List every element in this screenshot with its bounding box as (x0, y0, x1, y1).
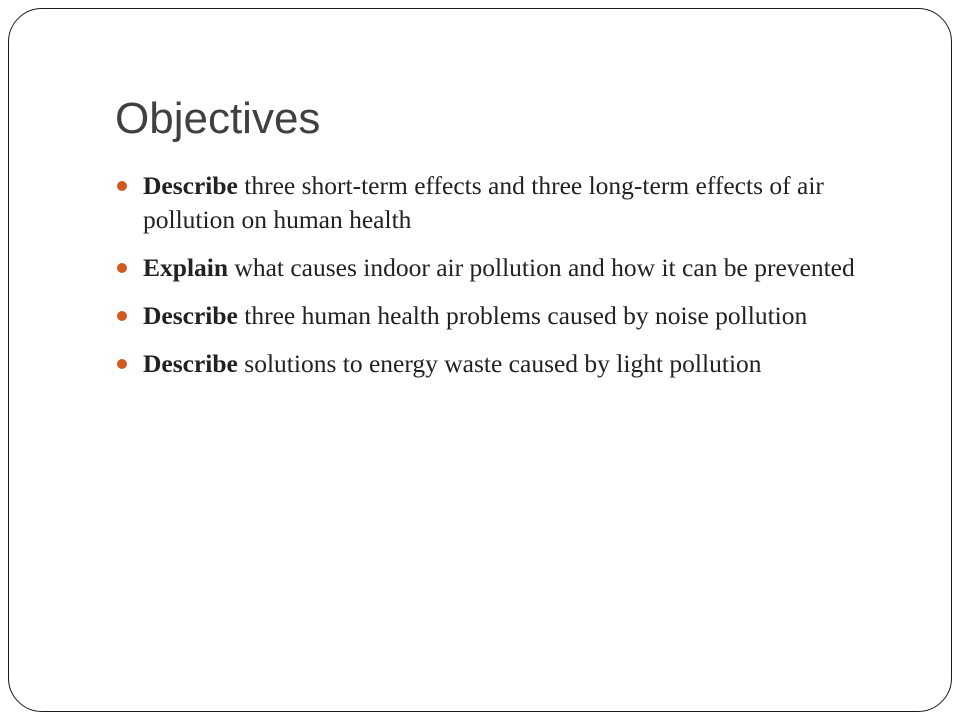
objective-text: three short-term effects and three long-term effects of air pollution on human health (143, 171, 824, 234)
objective-verb: Describe (143, 301, 238, 330)
objective-text: what causes indoor air pollution and how it can be prevented (228, 253, 855, 282)
objective-verb: Describe (143, 171, 238, 200)
slide-frame (8, 8, 952, 712)
objective-text: solutions to energy waste caused by light pollution (237, 349, 762, 378)
slide-title: Objectives (115, 94, 321, 143)
objective-item (115, 251, 905, 285)
objective-item (115, 169, 905, 237)
objective-verb: Describe (143, 349, 238, 378)
objective-verb: Explain (143, 253, 229, 282)
objectives-list (115, 169, 905, 395)
bullet-dot-icon (117, 311, 127, 321)
objective-item (115, 299, 905, 333)
objective-item (115, 347, 905, 381)
bullet-dot-icon (117, 359, 127, 369)
bullet-dot-icon (117, 263, 127, 273)
bullet-dot-icon (117, 181, 127, 191)
objective-text: three human health problems caused by noise pollution (237, 301, 808, 330)
